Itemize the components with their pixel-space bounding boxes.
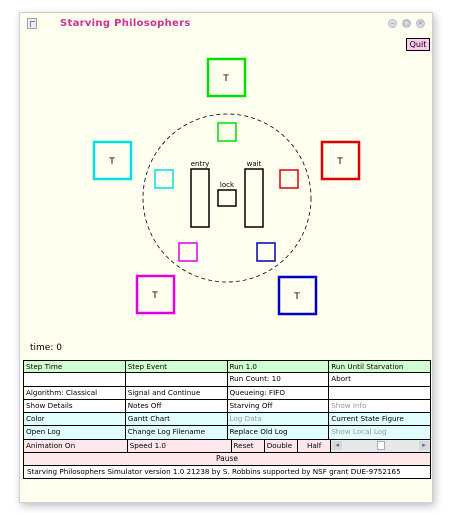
reset-speed-button[interactable]: Reset [232,440,265,452]
fork-right [280,170,298,188]
wait-queue-label: wait [246,160,262,168]
slider-left-arrow-icon[interactable]: ◂ [332,441,342,450]
empty-cell [126,373,228,386]
control-row-1 [23,360,431,373]
slider-thumb[interactable] [377,441,385,450]
replace-old-log-button[interactable]: Replace Old Log [228,426,330,439]
abort-button[interactable]: Abort [329,373,431,386]
control-panel [23,360,431,479]
empty-cell [329,387,431,400]
control-row-3 [23,387,431,400]
run-button[interactable]: Run 1.0 [228,360,330,373]
current-state-figure-button[interactable]: Current State Figure [329,413,431,426]
philosopher-bottom-left[interactable] [137,276,174,313]
philosopher-right[interactable] [322,142,359,179]
gantt-chart-button[interactable]: Gantt Chart [126,413,228,426]
pause-button[interactable]: Pause [23,453,431,466]
fork-bottom-left [179,243,197,261]
entry-queue-label: entry [190,160,210,168]
speed-slider[interactable] [331,440,431,453]
open-log-button[interactable]: Open Log [23,426,126,439]
philosopher-top[interactable] [208,59,245,96]
half-speed-button[interactable]: Half [306,440,322,450]
notes-button[interactable]: Notes Off [126,400,228,413]
control-row-2 [23,373,431,386]
maximize-icon[interactable]: □ [403,19,410,27]
philosopher-left[interactable] [94,142,131,179]
app-window [19,12,433,503]
animation-button[interactable]: Animation On [23,440,128,453]
philosopher-bottom-right-label: T [294,292,300,302]
philosopher-top-label: T [223,74,229,84]
philosopher-bottom-left-label: T [152,291,158,301]
speed-buttons [232,440,332,453]
entry-queue [191,169,209,227]
signal-mode-button[interactable]: Signal and Continue [126,387,228,400]
quit-button[interactable]: Quit [406,38,430,51]
control-row-6 [23,426,431,439]
color-button[interactable]: Color [23,413,126,426]
window-title: Starving Philosophers [60,18,191,29]
simulation-canvas [20,13,434,358]
control-row-7 [23,440,431,453]
wait-queue [245,169,263,227]
time-readout: time: 0 [30,343,62,353]
change-log-filename-button[interactable]: Change Log Filename [126,426,228,439]
log-data-button[interactable]: Log Data [228,413,330,426]
version-footer: Starving Philosophers Simulator version 1.0 21238 by S. Robbins supported by NSF grant DUE-9752165 [23,466,431,479]
show-local-log-button[interactable]: Show Local Log [329,426,431,439]
show-details-button[interactable]: Show Details [23,400,126,413]
run-until-starvation-button[interactable]: Run Until Starvation [329,360,431,373]
slider-right-arrow-icon[interactable]: ▸ [419,441,429,450]
algorithm-button[interactable]: Algorithm: Classical [23,387,126,400]
philosopher-right-label: T [337,157,343,167]
step-event-button[interactable]: Step Event [126,360,228,373]
philosopher-bottom-right[interactable] [279,277,316,314]
empty-cell [23,373,126,386]
show-info-button[interactable]: Show Info [329,400,431,413]
fork-top [218,123,236,141]
minimize-icon[interactable]: – [388,19,397,28]
queueing-button[interactable]: Queueing: FIFO [228,387,330,400]
double-speed-button[interactable]: Double [265,440,298,452]
fork-left [155,170,173,188]
close-icon[interactable]: × [417,19,424,27]
control-row-5 [23,413,431,426]
lock-box [218,190,236,206]
run-count-button[interactable]: Run Count: 10 [228,373,330,386]
fork-bottom-right [257,243,275,261]
control-row-4 [23,400,431,413]
philosopher-left-label: T [109,157,115,167]
starving-button[interactable]: Starving Off [228,400,330,413]
step-time-button[interactable]: Step Time [23,360,126,373]
table-circle [143,114,311,282]
lock-label: lock [219,181,235,189]
speed-label: Speed 1.0 [128,440,232,453]
